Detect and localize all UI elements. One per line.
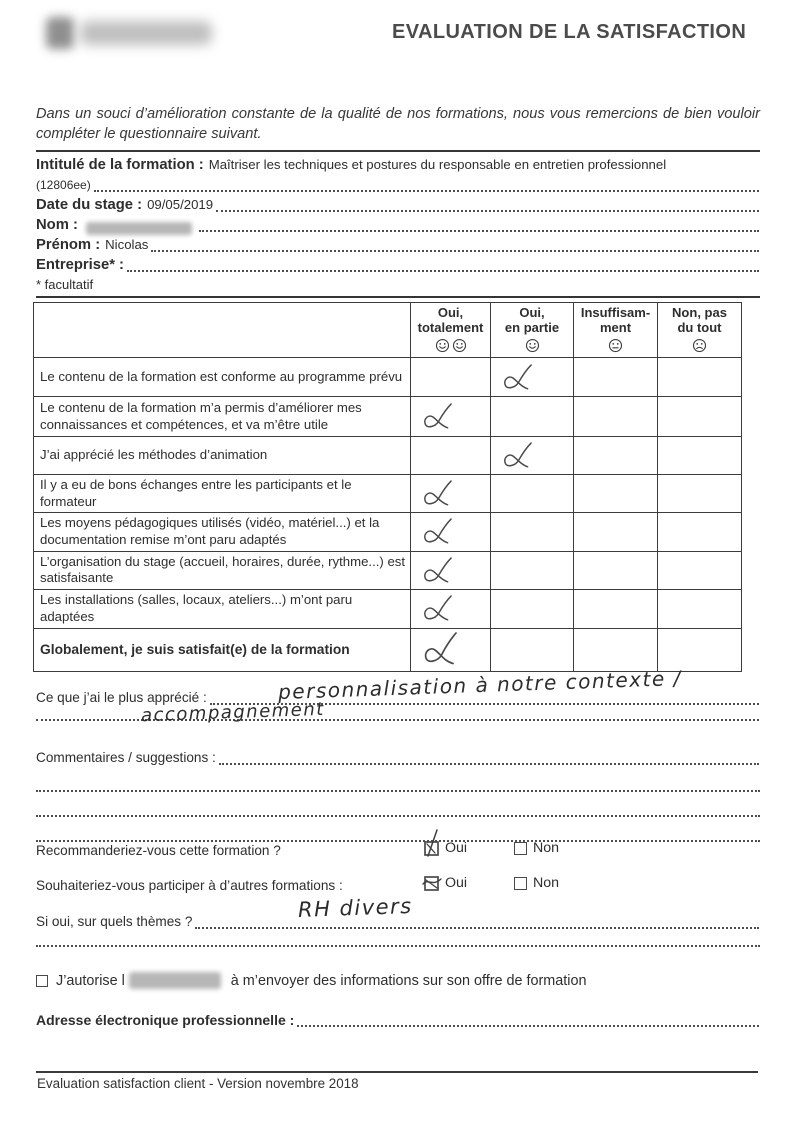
answer-cell[interactable]: [658, 589, 742, 628]
header-line2: en partie: [504, 319, 560, 335]
handwritten-mark-icon: [420, 632, 464, 668]
intitule-label: Intitulé de la formation :: [36, 157, 204, 173]
answer-cell-checked[interactable]: [411, 475, 491, 513]
oui-label: Oui: [445, 840, 468, 856]
autorise-suffix: à m’envoyer des informations sur son offre de formation: [230, 972, 587, 989]
checkbox-non-empty[interactable]: [514, 842, 527, 855]
table-row: [34, 397, 742, 437]
smiley-very-happy-icon: [452, 338, 467, 353]
answer-cell-checked[interactable]: [491, 437, 574, 475]
footer-text: Evaluation satisfaction client - Version novembre 2018: [37, 1076, 359, 1091]
non-label: Non: [533, 875, 560, 891]
field-intitule: [36, 155, 760, 175]
non-label: Non: [533, 840, 560, 856]
field-nom: [36, 215, 760, 235]
header-line2: totalement: [417, 319, 484, 335]
dotted-line: [151, 250, 759, 252]
handwriting-apprecie-2: accompagnement: [140, 698, 326, 727]
question-cell: Les moyens pédagogiques utilisés (vidéo, matériel...) et la documentation remise m’ont paru adaptés: [34, 513, 411, 551]
handwriting-apprecie-1: personnalisation à notre contexte /: [277, 665, 683, 705]
company-logo-redacted: [42, 12, 232, 60]
answer-cell[interactable]: [574, 437, 658, 475]
answer-cell[interactable]: [574, 513, 658, 551]
checkbox-non-empty[interactable]: [514, 877, 527, 890]
table-row: [34, 589, 742, 628]
question-cell: Globalement, je suis satisfait(e) de la formation: [34, 628, 411, 671]
field-entreprise: [36, 255, 760, 275]
date-value: 09/05/2019: [147, 197, 214, 212]
answer-cell-checked[interactable]: [411, 513, 491, 551]
logo-mark-blur: [46, 17, 74, 49]
header-line2: du tout: [677, 319, 722, 335]
question-cell: Les installations (salles, locaux, ateliers...) m’ont paru adaptées: [34, 589, 411, 628]
answer-cell-checked[interactable]: [411, 551, 491, 589]
answer-cell[interactable]: [411, 437, 491, 475]
answer-cell-checked[interactable]: [411, 397, 491, 437]
smiley-sad-icon: [692, 338, 707, 353]
answer-cell[interactable]: [658, 628, 742, 671]
comments-input-line[interactable]: [219, 763, 759, 765]
answer-cell[interactable]: [491, 513, 574, 551]
participer-label: Souhaiteriez-vous participer à d’autres formations :: [36, 878, 343, 893]
column-header-oui-totalement: [411, 303, 491, 358]
commentaires-block: [36, 748, 760, 842]
oui-label: Oui: [445, 875, 468, 891]
answer-cell[interactable]: [658, 437, 742, 475]
smiley-very-happy-icon: [435, 338, 450, 353]
comments-input-line[interactable]: [36, 815, 760, 817]
answer-cell[interactable]: [491, 628, 574, 671]
column-header-oui-en-partie: [491, 303, 574, 358]
question-cell: J’ai apprécié les méthodes d’animation: [34, 437, 411, 475]
answer-cell[interactable]: [574, 475, 658, 513]
answer-cell[interactable]: [658, 513, 742, 551]
header-line1: Insuffisam-: [580, 305, 651, 320]
header-line1: Non, pas: [672, 305, 727, 320]
page-title: EVALUATION DE LA SATISFACTION: [392, 21, 747, 43]
dotted-line: [199, 230, 759, 232]
question-cell: L’organisation du stage (accueil, horaires, durée, rythme...) est satisfaisante: [34, 551, 411, 589]
handwriting-themes: RH divers: [297, 894, 414, 922]
header-empty-cell: [34, 303, 411, 358]
intitule-value: Maîtriser les techniques et postures du responsable en entretien professionnel: [208, 157, 667, 172]
dotted-line: [127, 270, 759, 272]
commentaires-label: Commentaires / suggestions :: [36, 750, 216, 765]
dotted-line: [195, 927, 759, 929]
field-code: [36, 175, 760, 195]
recommander-row: [36, 842, 760, 862]
satisfaction-table: [33, 302, 742, 672]
column-header-insuffisamment: [574, 303, 658, 358]
facultatif-note: * facultatif: [36, 277, 94, 292]
themes-label: Si oui, sur quels thèmes ?: [36, 914, 193, 929]
autorise-row: [36, 972, 760, 989]
apprecie-block: [36, 665, 760, 727]
themes-block: [36, 894, 760, 947]
smiley-neutral-icon: [608, 338, 623, 353]
handwritten-mark-icon: [500, 362, 538, 394]
table-row-global: [34, 628, 742, 671]
date-label: Date du stage :: [36, 197, 143, 213]
header-line1: Oui,: [437, 305, 464, 320]
entreprise-label: Entreprise* :: [36, 257, 124, 273]
answer-cell[interactable]: [491, 551, 574, 589]
autorise-prefix: J’autorise l: [56, 972, 125, 989]
participer-non-option[interactable]: [514, 875, 559, 891]
answer-cell-checked[interactable]: [411, 589, 491, 628]
header-line2: ment: [599, 319, 632, 335]
email-label: Adresse électronique professionnelle :: [36, 1012, 295, 1028]
prenom-value: Nicolas: [105, 237, 149, 252]
table-row: [34, 513, 742, 551]
answer-cell[interactable]: [491, 397, 574, 437]
answer-cell[interactable]: [574, 589, 658, 628]
checkbox-oui-checked[interactable]: [424, 841, 439, 856]
logo-text-blur: [80, 21, 212, 45]
table-row: [34, 551, 742, 589]
handwritten-mark-icon: [420, 516, 458, 548]
company-name-redacted: [129, 972, 221, 989]
apprecie-label: Ce que j’ai le plus apprécié :: [36, 690, 207, 705]
smiley-happy-icon: [525, 338, 540, 353]
handwritten-mark-icon: [420, 401, 458, 433]
answer-cell[interactable]: [574, 358, 658, 397]
prenom-label: Prénom :: [36, 237, 101, 253]
field-date: [36, 195, 760, 215]
recommander-non-option[interactable]: [514, 840, 559, 856]
dotted-line: [94, 190, 759, 192]
themes-input-line[interactable]: [36, 945, 760, 947]
training-info-block: [36, 150, 760, 298]
column-header-non-pas-du-tout: [658, 303, 742, 358]
comments-input-line[interactable]: [36, 790, 760, 792]
checkbox-oui-checked[interactable]: [424, 876, 439, 891]
question-cell: Le contenu de la formation m’a permis d’améliorer mes connaissances et compétences, et va m’être utile: [34, 397, 411, 437]
answer-cell[interactable]: [491, 589, 574, 628]
participer-oui-option[interactable]: [424, 875, 467, 891]
answer-cell[interactable]: [574, 628, 658, 671]
answer-cell-checked[interactable]: [411, 628, 491, 671]
footer-divider: [36, 1071, 758, 1073]
answer-cell[interactable]: [658, 358, 742, 397]
handwritten-mark-icon: [420, 478, 458, 510]
nom-value-redacted: [86, 222, 192, 235]
field-prenom: [36, 235, 760, 255]
recommander-oui-option[interactable]: [424, 840, 467, 856]
autorise-checkbox-empty[interactable]: [36, 975, 48, 987]
table-row: [34, 358, 742, 397]
answer-cell[interactable]: [574, 551, 658, 589]
answer-cell-checked[interactable]: [491, 358, 574, 397]
table-row: [34, 437, 742, 475]
email-row: [36, 1010, 760, 1030]
header-line1: Oui,: [519, 305, 545, 320]
nom-label: Nom :: [36, 217, 78, 233]
email-input-line[interactable]: [297, 1025, 759, 1027]
question-cell: Le contenu de la formation est conforme au programme prévu: [34, 358, 411, 397]
dotted-line: [216, 210, 759, 212]
question-cell: Il y a eu de bons échanges entre les participants et le formateur: [34, 475, 411, 513]
table-row: [34, 475, 742, 513]
answer-cell[interactable]: [658, 551, 742, 589]
handwritten-mark-icon: [500, 440, 538, 472]
answer-cell[interactable]: [658, 397, 742, 437]
handwritten-mark-icon: [420, 555, 458, 587]
answer-cell[interactable]: [491, 475, 574, 513]
answer-cell[interactable]: [411, 358, 491, 397]
handwritten-mark-icon: [420, 593, 458, 625]
training-code: (12806ee): [36, 178, 91, 192]
intro-text: Dans un souci d’amélioration constante de la qualité de nos formations, nous vous remercions de bien vouloir compléter le questionnaire suivant.: [36, 106, 760, 142]
answer-cell[interactable]: [574, 397, 658, 437]
recommander-label: Recommanderiez-vous cette formation ?: [36, 843, 281, 858]
answer-cell[interactable]: [658, 475, 742, 513]
handwritten-check: [428, 830, 437, 856]
